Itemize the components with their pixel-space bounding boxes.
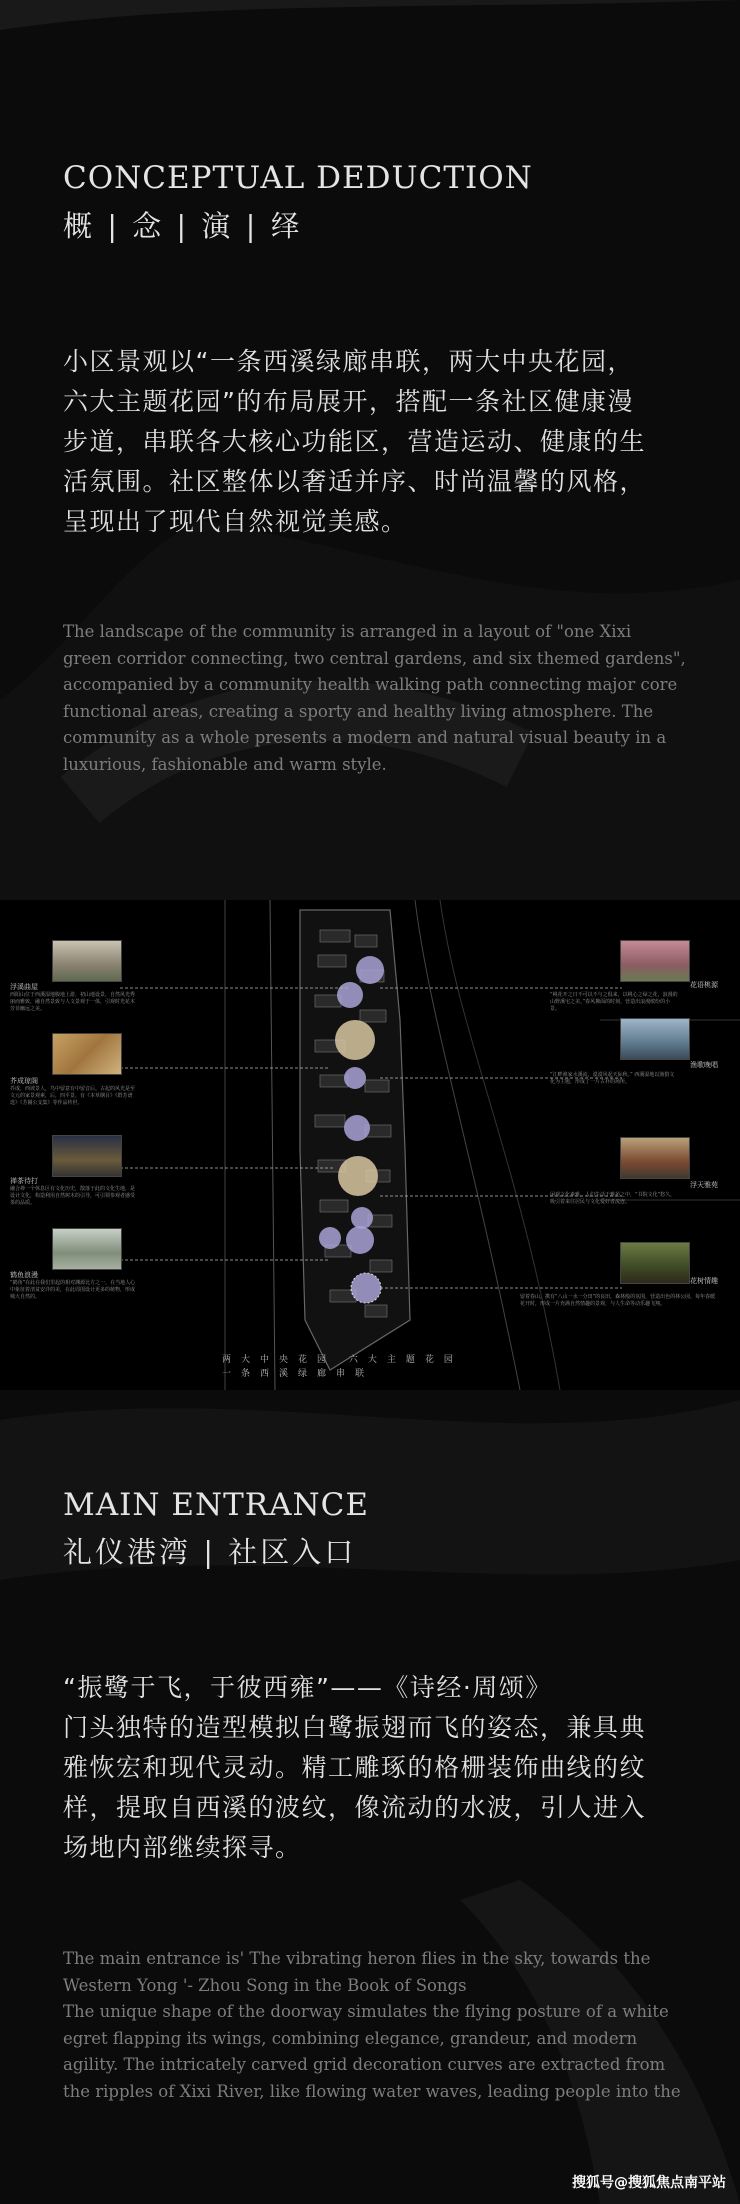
text-line: the ripples of Xixi River, like flowing water waves, leading people into the [63, 2081, 681, 2101]
map-label-right-1: 花语桃源 [690, 981, 718, 989]
map-desc-right-3: 闲观文化素雅，人们生活于雅苑之中，“书院文化”悠久，吸引着来往居民与文化爱好者流连。 [550, 1192, 676, 1205]
text-line: 场地内部继续探寻。 [63, 1833, 302, 1862]
map-label-right-3: 浮天雅苑 [690, 1181, 718, 1189]
text-line: 步道，串联各大核心功能区，营造运动、健康的生 [63, 427, 647, 456]
map-desc-right-4: 留着春山，携有“八山一水一分田”的良田，森林般的氛围，营造出色的林公园，每年春暖花开时，形成一片充满自然情趣的景观，与人生命等动乐趣飞翔。 [520, 1294, 716, 1307]
map-label-left-4: 鹤鱼浪漫 [10, 1271, 38, 1279]
map-label-right-2: 渔歌晚唱 [690, 1061, 718, 1069]
text-line: The landscape of the community is arranged in a layout of "one Xixi [63, 622, 632, 641]
photo-thumbnail [620, 1242, 690, 1284]
section1-title-cn: 概 | 念 | 演 | 绎 [63, 209, 303, 243]
map-desc-left-1: 西阳山位于西溪湿地腹地上游，初山地设景，自然风光秀丽而雅致，融自然景致与人文景观于一体，引观时光花木芳菲幽远之美。 [10, 992, 136, 1012]
map-label-left-1: 浮溪曲屋 [10, 983, 38, 991]
text-line: 雅恢宏和现代灵动。精工雕琢的格栅装饰曲线的纹 [63, 1753, 647, 1782]
text-line: 小区景观以“一条西溪绿廊串联，两大中央花园， [63, 347, 634, 376]
photo-thumbnail [52, 1228, 122, 1270]
text-line: 门头独特的造型模拟白鹭振翅而飞的姿态，兼具典 [63, 1713, 647, 1742]
photo-thumbnail [620, 940, 690, 982]
section2-body-cn [63, 1668, 683, 1868]
text-line: Western Yong '- Zhou Song in the Book of Songs [63, 1975, 467, 1995]
section2-title-en: MAIN ENTRANCE [63, 1487, 369, 1523]
text-line: The unique shape of the doorway simulates the flying posture of a white [63, 2002, 669, 2021]
map-label-left-3: 禅茶待打 [10, 1177, 38, 1185]
master-plan-map [0, 900, 740, 1390]
map-label-right-4: 花树情趣 [690, 1277, 718, 1285]
photo-thumbnail [620, 1137, 690, 1179]
map-desc-left-3: 融合禅一个休息区有文化历史，散落于此的文化生地，是设计文化，构造利用自然树木的引导，可引领参观者感受茶的品质。 [10, 1186, 136, 1206]
section2-title-cn: 礼仪港湾 | 社区入口 [63, 1535, 357, 1569]
text-line: green corridor connecting, two central gardens, and six themed gardens", [63, 648, 686, 668]
photo-thumbnail [52, 1135, 122, 1177]
text-line: functional areas, creating a sporty and healthy living atmosphere. The [63, 701, 654, 721]
photo-thumbnail [52, 940, 122, 982]
section1-title-en: CONCEPTUAL DEDUCTION [63, 160, 533, 196]
section1-body-cn [63, 342, 683, 542]
map-desc-right-2: “江畔渔家水溪流，漠漠风起天际秋。” 西溪湿地以渔猎文化为主题，形成了一片古朴的场所。 [550, 1072, 675, 1085]
text-line: “振鹭于飞，于彼西雍”——《诗经·周颂》 [63, 1673, 552, 1702]
map-desc-left-2: 芥成，西坡景人，鸟中留意有中留音后。古起的风光是至文元的家景观素，后，四平景，有《本草纲目》《群芳谱选》《芳圃公支集》等作品传世。 [10, 1086, 136, 1106]
text-line: agility. The intricately carved grid decoration curves are extracted from [63, 2055, 666, 2074]
text-line: 呈现出了现代自然视觉美感。 [63, 507, 408, 536]
text-line: accompanied by a community health walking path connecting major core [63, 675, 678, 694]
text-line: luxurious, fashionable and warm style. [63, 754, 387, 774]
text-line: egret flapping its wings, combining elegance, grandeur, and modern [63, 2028, 638, 2048]
source-watermark: 搜狐号@搜狐焦点南平站 [572, 2175, 726, 2191]
map-legend-line1: 两大中央花园 六大主题花园 [222, 1355, 463, 1365]
photo-thumbnail [52, 1033, 122, 1075]
section2-body-en [63, 1946, 693, 2105]
map-legend-line2: 一条西溪绿廊串联 [222, 1369, 375, 1379]
text-line: The main entrance is' The vibrating heron flies in the sky, towards the [63, 1949, 651, 1968]
text-line: 六大主题花园”的布局展开，搭配一条社区健康漫 [63, 387, 634, 416]
map-label-left-2: 芥成琼阁 [10, 1077, 38, 1085]
map-desc-right-1: “桃花开之日不可以不与之俱来，以桃心之绿之花，浪漫的山野溪宅之美。”春风拂面的时刻，营造出浪漫缤纷的小景。 [550, 992, 678, 1012]
section1-body-en [63, 619, 693, 778]
map-desc-left-4: “鹤鱼”在此在我们里起的相对渊源比方之一，在当地人心中象征着清贫安详的美，在此周围设计更多的植物，形成城大自然的。 [10, 1280, 136, 1300]
photo-thumbnail [620, 1018, 690, 1060]
text-line: 样，提取自西溪的波纹，像流动的水波，引人进入 [63, 1793, 647, 1822]
text-line: 活氛围。社区整体以奢适并序、时尚温馨的风格， [63, 467, 647, 496]
text-line: community as a whole presents a modern and natural visual beauty in a [63, 728, 667, 747]
